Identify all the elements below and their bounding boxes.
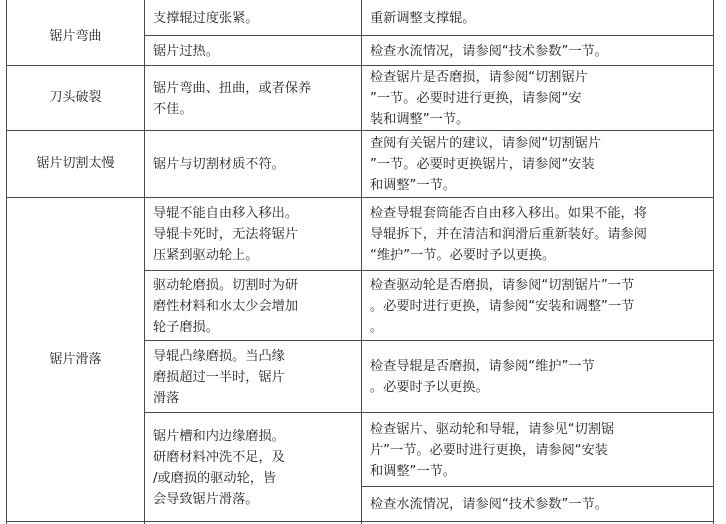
cause-cell <box>145 131 361 197</box>
action-cell <box>362 198 713 270</box>
symptom-label: 刀头破裂 <box>49 90 102 105</box>
cause-text: 锯片弯曲、扭曲，或者保养 不佳。 <box>153 80 312 117</box>
cause-cell <box>145 413 361 521</box>
border-right <box>713 0 714 524</box>
cause-cell <box>145 271 361 340</box>
cause-text: 锯片槽和内边缘磨损。 研磨材料冲洗不足，及 /或磨损的驱动轮，皆 会导致锯片滑落。 <box>153 428 285 507</box>
symptom-label: 锯片滑落 <box>49 351 102 367</box>
action-text: 检查导辊是否磨损，请参阅“维护”一节 。必要时予以更换。 <box>370 359 595 395</box>
action-text: 检查锯片、驱动轮和导辊，请参见“切割锯 片”一节。必要时进行更换，请参阅“安装 和调整”一节。 <box>370 421 615 479</box>
action-cell <box>362 341 713 412</box>
cause-text: 导辊不能自由移入移出。 导辊卡死时，无法将锯片 压紧到驱动轮上。 <box>153 206 299 263</box>
action-text: 检查锯片是否磨损，请参阅“切割锯片 ”一节。必要时进行更换，请参阅“安 装和调整”一节。 <box>370 70 588 127</box>
action-cell <box>362 0 713 35</box>
troubleshooting-table <box>6 0 714 524</box>
cause-cell <box>145 66 361 130</box>
cause-cell <box>145 0 361 35</box>
action-cell <box>362 36 713 65</box>
cause-cell <box>145 198 361 270</box>
hline-bottom <box>6 521 714 522</box>
symptom-blade-bend <box>7 8 144 65</box>
action-cell <box>362 131 713 197</box>
symptom-blade-slip <box>7 198 144 521</box>
action-text: 查阅有关锯片的建议，请参阅“切割锯片 ”一节。必要时更换锯片，请参阅“安装 和调整”一节。 <box>370 136 602 193</box>
action-text: 重新调整支撑辊。 <box>370 10 476 26</box>
cause-text: 锯片过热。 <box>153 43 219 59</box>
action-text: 检查水流情况，请参阅“技术参数”一节。 <box>370 497 608 512</box>
cause-cell <box>145 36 361 65</box>
action-text: 检查水流情况，请参阅“技术参数”一节。 <box>370 43 608 59</box>
action-cell <box>362 413 713 486</box>
cause-text: 锯片与切割材质不符。 <box>153 157 285 172</box>
symptom-slow-cut <box>7 131 144 197</box>
action-cell <box>362 271 713 340</box>
action-text: 检查驱动轮是否磨损，请参阅“切割锯片”一节 。必要时进行更换，请参阅“安装和调整”一节 。 <box>370 277 635 335</box>
action-cell <box>362 66 713 130</box>
symptom-label: 锯片弯曲 <box>49 28 102 44</box>
cause-text: 导辊凸缘磨损。当凸缘 磨损超过一半时，锯片 滑落 <box>153 348 285 406</box>
cause-text: 驱动轮磨损。切割时为研 磨性材料和水太少会增加 轮子磨损。 <box>153 277 299 335</box>
cause-text: 支撑辊过度张紧。 <box>153 10 259 26</box>
cause-cell <box>145 341 361 412</box>
action-cell <box>362 487 713 521</box>
symptom-head-crack <box>7 66 144 130</box>
symptom-label: 锯片切割太慢 <box>36 156 115 171</box>
action-text: 检查导辊套筒能否自由移入移出。如果不能，将 导辊拆下，并在清洁和润滑后重新装好。请参阅 “维护”一节。必要时予以更换。 <box>370 206 647 263</box>
